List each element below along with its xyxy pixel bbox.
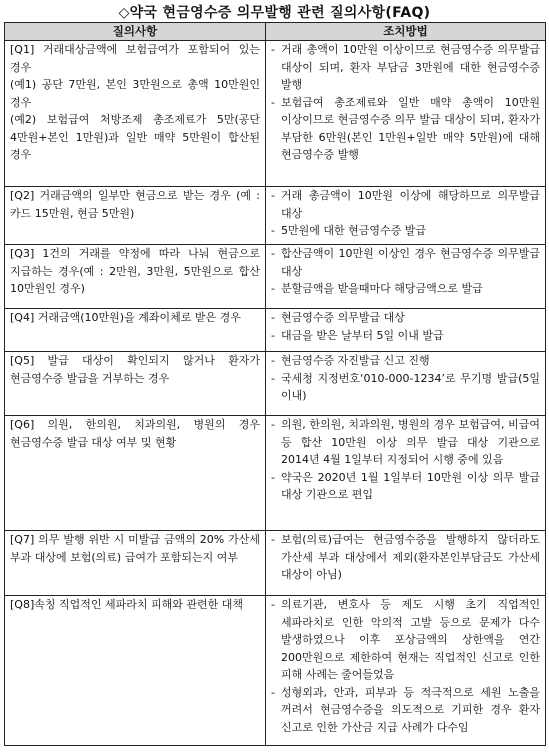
answer-cell [266,596,546,746]
answer-item [271,309,540,327]
dash-bullet: - [271,685,275,699]
question-cell [5,596,266,746]
answer-item [271,370,540,405]
dash-bullet: - [271,311,275,324]
dash-bullet: - [271,328,275,342]
answer-text: 의료기관, 변호사 등 제도 시행 초기 직업적인 세파라치로 인한 악의적 고발 등으로 문제가 다수 발생하였으나 이후 포상금액의 상한액을 연간 200만원으로 제한하여 현재는 직업적인 신고로 인한 피해 사례는 줄어들었음 [281,598,540,681]
answer-item [271,416,540,469]
question-cell [5,416,266,531]
question-cell [5,531,266,596]
table-row [5,596,546,746]
question-cell [5,309,266,352]
answer-text: 성형외과, 안과, 피부과 등 적극적으로 세원 노출을 꺼려서 현금영수증을 의도적으로 기피한 경우 환자 신고로 인한 가산금 지급 사례가 다수임 [281,685,540,734]
dash-bullet: - [271,247,275,260]
question-text: [Q1] 거래대상금액에 보험급여가 포함되어 있는 경우 [10,43,260,74]
answer-text: 대금을 받은 날부터 5일 이내 발급 [281,328,444,342]
dash-bullet: - [271,470,275,484]
answer-item [271,684,540,737]
answer-cell [266,41,546,187]
answer-cell [266,531,546,596]
answer-cell [266,416,546,531]
answer-text: 합산금액이 10만원 이상인 경우 현금영수증 의무발급 대상 [281,247,540,278]
table-row [5,531,546,596]
answer-header: 조치방법 [266,23,546,41]
faq-table [4,22,546,746]
answer-text: 약국은 2020년 1월 1일부터 10만원 이상 의무 발급 대상 기관으로 편입 [281,470,540,501]
question-text: [Q8]속칭 직업적인 세파라치 피해와 관련한 대책 [10,598,243,611]
answer-item [271,41,540,94]
answer-text: 국세청 지정번호‘010-000-1234’로 무기명 발급(5일 이내) [281,371,540,402]
answer-item [271,531,540,584]
table-row [5,41,546,187]
question-text: [Q3] 1건의 거래를 약정에 따라 나눠 현금으로 지급하는 경우(예 : 2만원, 3만원, 5만원으로 합산 10만원인 경우) [10,247,260,295]
answer-item [271,187,540,222]
header-row [5,23,546,41]
answer-cell [266,352,546,416]
answer-text: 보험급여 총조제료와 일반 매약 총액이 10만원 이상이므로 현금영수증 의무 발급 대상이 되며, 환자가 부담한 6만원(본인 1만원+일반 매약 5만원)에 대해 현금영수증 발행 [281,95,540,161]
question-cell [5,41,266,187]
dash-bullet: - [271,95,275,109]
answer-cell [266,309,546,352]
answer-item [271,469,540,504]
answer-item [271,245,540,280]
table-row [5,416,546,531]
answer-item [271,280,540,298]
dash-bullet: - [271,43,275,56]
answer-text: 현금영수증 자진발급 신고 진행 [281,354,430,367]
dash-bullet: - [271,533,275,546]
question-cell [5,245,266,309]
answer-text: 보험(의료)급여는 현금영수증을 발행하지 않더라도 가산세 부과 대상에서 제외(환자본인부담금도 가산세 대상이 아님) [281,533,540,581]
dash-bullet: - [271,418,275,431]
answer-text: 분할금액을 받을때마다 해당금액으로 발급 [281,282,483,295]
answer-text: 거래 총금액이 10만원 이상에 해당하므로 의무발급 대상 [281,189,540,220]
answer-item [271,327,540,345]
question-text: [Q7] 의무 발행 위반 시 미발급 금액의 20% 가산세 부과 대상에 보험(의료) 급여가 포함되는지 여부 [10,533,260,564]
answer-item [271,94,540,164]
answer-item [271,352,540,370]
question-example: (예2) 보험급여 처방조제 총조제료가 5만(공단 4만원+본인 1만원)과 일반 매약 5만원이 합산된 경우 [10,113,260,161]
answer-cell [266,245,546,309]
question-header: 질의사항 [5,23,266,41]
question-example: (예1) 공단 7만원, 본인 3만원으로 총액 10만원인 경우 [10,78,260,109]
question-text: [Q5] 발급 대상이 확인되지 않거나 환자가 현금영수증 발급을 거부하는 경우 [10,354,260,385]
table-row [5,309,546,352]
question-cell [5,187,266,245]
dash-bullet: - [271,354,275,367]
page-title: ◇약국 현금영수증 의무발행 관련 질의사항(FAQ) [118,5,431,21]
answer-text: 5만원에 대한 현금영수증 발급 [281,224,426,237]
dash-bullet: - [271,598,275,611]
table-row [5,245,546,309]
question-cell [5,352,266,416]
dash-bullet: - [271,224,275,237]
dash-bullet: - [271,371,275,385]
answer-text: 현금영수증 의무발급 대상 [281,311,405,324]
table-row [5,187,546,245]
answer-text: 거래 총액이 10만원 이상이므로 현금영수증 의무발급 대상이 되며, 환자 부담금 3만원에 대한 현금영수증 발행 [281,43,540,91]
table-row [5,352,546,416]
answer-item [271,222,540,240]
answer-cell [266,187,546,245]
answer-text: 의원, 한의원, 치과의원, 병원의 경우 보험급여, 비급여 등 합산 10만원 이상 의무 발급 대상 기관으로 2014년 4월 1일부터 지정되어 시행 중에 있음 [281,418,540,466]
question-text: [Q4] 거래금액(10만원)을 계좌이체로 받은 경우 [10,311,241,324]
dash-bullet: - [271,189,275,202]
question-text: [Q6] 의원, 한의원, 치과의원, 병원의 경우 현금영수증 발급 대상 여부 및 현황 [10,418,260,449]
question-text: [Q2] 거래금액의 일부만 현금으로 받는 경우 (예 : 카드 15만원, 현금 5만원) [10,189,260,220]
answer-item [271,596,540,684]
dash-bullet: - [271,282,275,295]
